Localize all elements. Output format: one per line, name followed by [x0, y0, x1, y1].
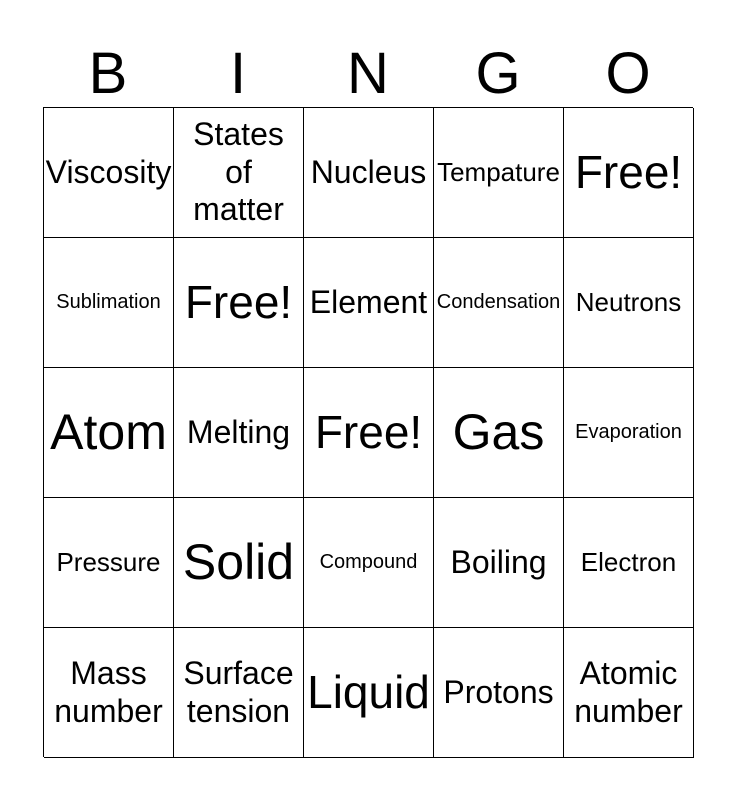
bingo-cell-r4-c1[interactable] — [44, 498, 174, 628]
cell-label: Tempature — [437, 157, 560, 188]
bingo-header — [43, 40, 693, 108]
bingo-cell-r4-c4[interactable] — [434, 498, 564, 628]
cell-label: States of matter — [193, 116, 284, 228]
free-space-label: Free! — [184, 275, 293, 328]
bingo-cell-r1-c5[interactable] — [564, 108, 694, 238]
bingo-cell-r5-c4[interactable] — [434, 628, 564, 758]
cell-label: Solid — [182, 534, 295, 591]
bingo-cell-r2-c5[interactable] — [564, 238, 694, 368]
cell-label: Boiling — [450, 543, 547, 580]
bingo-cell-r3-c2[interactable] — [174, 368, 304, 498]
bingo-cell-r5-c3[interactable] — [304, 628, 434, 758]
header-letter-g: G — [475, 41, 521, 106]
header-letter-o: O — [605, 41, 651, 106]
bingo-cell-r3-c4[interactable] — [434, 368, 564, 498]
header-letter-i: I — [229, 41, 247, 106]
cell-label: Gas — [452, 404, 545, 461]
cell-label: Surface tension — [183, 655, 294, 729]
cell-label: Sublimation — [56, 290, 161, 313]
cell-label: Electron — [580, 547, 677, 578]
bingo-cell-r1-c1[interactable] — [44, 108, 174, 238]
cell-label: Protons — [443, 673, 554, 710]
free-space-label: Free! — [314, 405, 423, 458]
bingo-cell-r5-c5[interactable] — [564, 628, 694, 758]
cell-label: Melting — [186, 413, 291, 450]
bingo-cell-r3-c1[interactable] — [44, 368, 174, 498]
free-space-label: Free! — [574, 145, 683, 198]
header-letter-n: N — [347, 41, 389, 106]
cell-label: Mass number — [54, 655, 163, 729]
bingo-cell-r5-c1[interactable] — [44, 628, 174, 758]
cell-label: Liquid — [307, 665, 430, 718]
bingo-cell-r1-c4[interactable] — [434, 108, 564, 238]
cell-label: Compound — [319, 550, 418, 573]
bingo-grid — [43, 107, 693, 757]
bingo-cell-r4-c2[interactable] — [174, 498, 304, 628]
cell-label: Atom — [50, 404, 167, 461]
cell-label: Neutrons — [575, 287, 682, 318]
bingo-cell-r5-c2[interactable] — [174, 628, 304, 758]
bingo-cell-r4-c3[interactable] — [304, 498, 434, 628]
bingo-cell-r1-c3[interactable] — [304, 108, 434, 238]
bingo-cell-r1-c2[interactable] — [174, 108, 304, 238]
bingo-cell-r3-c5[interactable] — [564, 368, 694, 498]
cell-label: Condensation — [436, 290, 561, 313]
cell-label: Element — [309, 283, 428, 320]
bingo-cell-r3-c3[interactable] — [304, 368, 434, 498]
cell-label: Atomic number — [574, 655, 683, 729]
bingo-cell-r2-c2[interactable] — [174, 238, 304, 368]
bingo-cell-r2-c3[interactable] — [304, 238, 434, 368]
bingo-cell-r4-c5[interactable] — [564, 498, 694, 628]
cell-label: Evaporation — [575, 420, 682, 443]
bingo-cell-r2-c1[interactable] — [44, 238, 174, 368]
cell-label: Nucleus — [310, 153, 427, 190]
cell-label: Viscosity — [45, 153, 172, 190]
cell-label: Pressure — [56, 547, 161, 578]
bingo-cell-r2-c4[interactable] — [434, 238, 564, 368]
header-letter-b: B — [88, 41, 128, 106]
